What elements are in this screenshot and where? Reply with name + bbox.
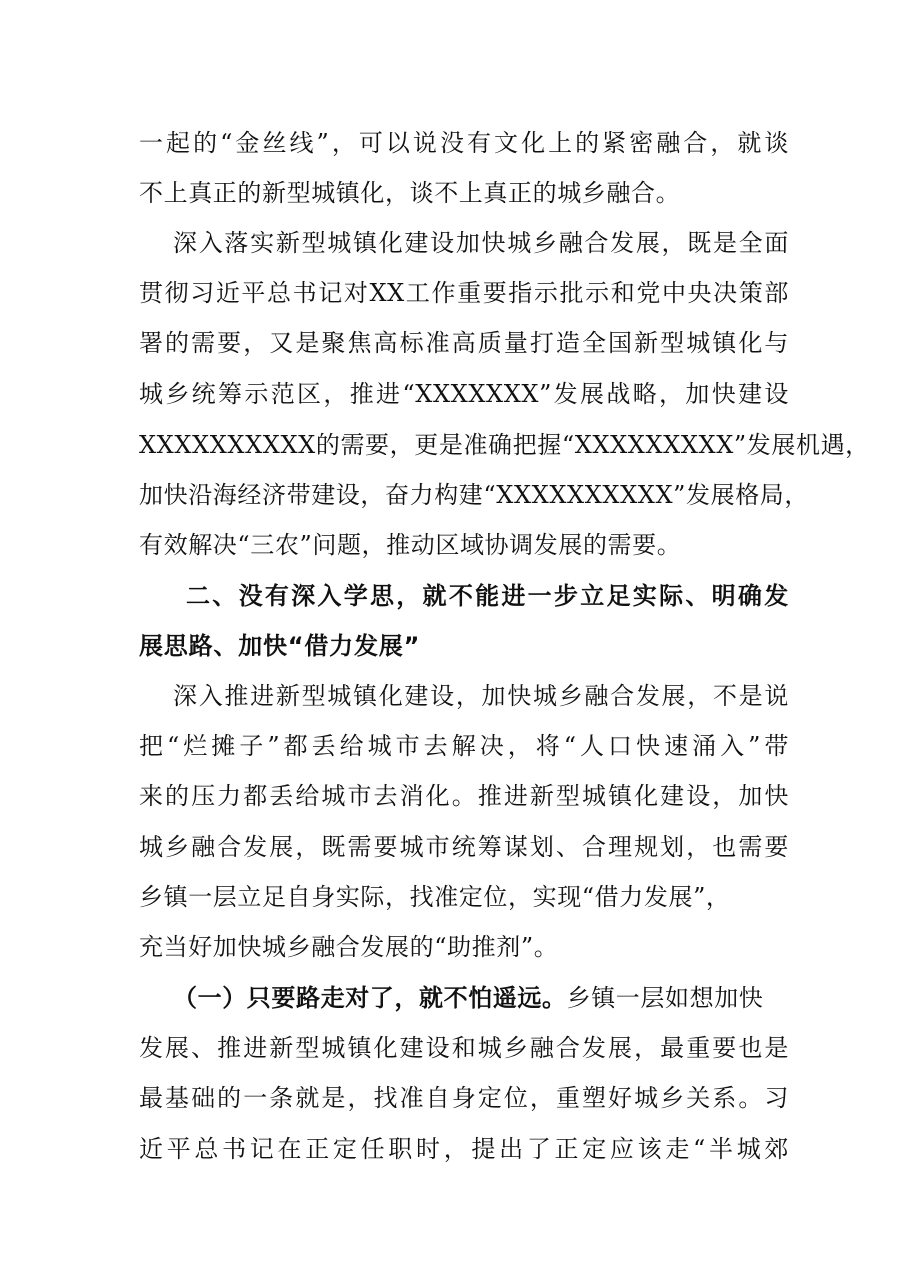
paragraph-line: 有效解决“三农”问题，推动区域协调发展的需要。 [139, 531, 682, 559]
paragraph-line: 贯彻习近平总书记对XX工作重要指示批示和党中央决策部 [139, 279, 789, 307]
paragraph-line: 来的压力都丢给城市去消化。推进新型城镇化建设，加快 [139, 782, 789, 810]
paragraph-line: 近平总书记在正定任职时，提出了正定应该走“半城郊 [139, 1135, 789, 1163]
subsection-line [173, 983, 789, 1013]
paragraph-line: 加快沿海经济带建设，奋力构建“XXXXXXXXXX”发展格局， [139, 481, 809, 509]
paragraph-line: 最基础的一条就是，找准自身定位，重塑好城乡关系。习 [139, 1084, 789, 1112]
paragraph-line: 充当好加快城乡融合发展的“助推剂”。 [139, 933, 559, 961]
paragraph-line: 不上真正的新型城镇化，谈不上真正的城乡融合。 [139, 179, 681, 207]
paragraph-line: 城乡融合发展，既需要城市统筹谋划、合理规划，也需要 [139, 833, 789, 861]
paragraph-line: 深入落实新型城镇化建设加快城乡融合发展，既是全面 [173, 229, 789, 257]
paragraph-line: 乡镇一层立足自身实际，找准定位，实现“借力发展”， [139, 883, 731, 911]
paragraph-line: 把“烂摊子”都丢给城市去解决，将“人口快速涌入”带 [139, 732, 789, 760]
paragraph-line: 深入推进新型城镇化建设，加快城乡融合发展，不是说 [173, 682, 789, 710]
section-heading-line: 展思路、加快“借力发展” [139, 632, 421, 660]
subsection-heading: （一）只要路走对了，就不怕遥远。 [173, 984, 567, 1012]
section-heading-line: 二、没有深入学思，就不能进一步立足实际、明确发 [186, 582, 789, 610]
paragraph-line: 一起的“金丝线”，可以说没有文化上的紧密融合，就谈 [139, 129, 789, 157]
paragraph-line: XXXXXXXXXX的需要，更是准确把握“XXXXXXXXX”发展机遇， [139, 431, 870, 459]
subsection-text: 乡镇一层如想加快 [566, 984, 764, 1012]
paragraph-line: 城乡统筹示范区，推进“XXXXXXX”发展战略，加快建设 [139, 380, 789, 408]
paragraph-line: 发展、推进新型城镇化建设和城乡融合发展，最重要也是 [139, 1034, 789, 1062]
paragraph-line: 署的需要，又是聚焦高标准高质量打造全国新型城镇化与 [139, 329, 789, 357]
